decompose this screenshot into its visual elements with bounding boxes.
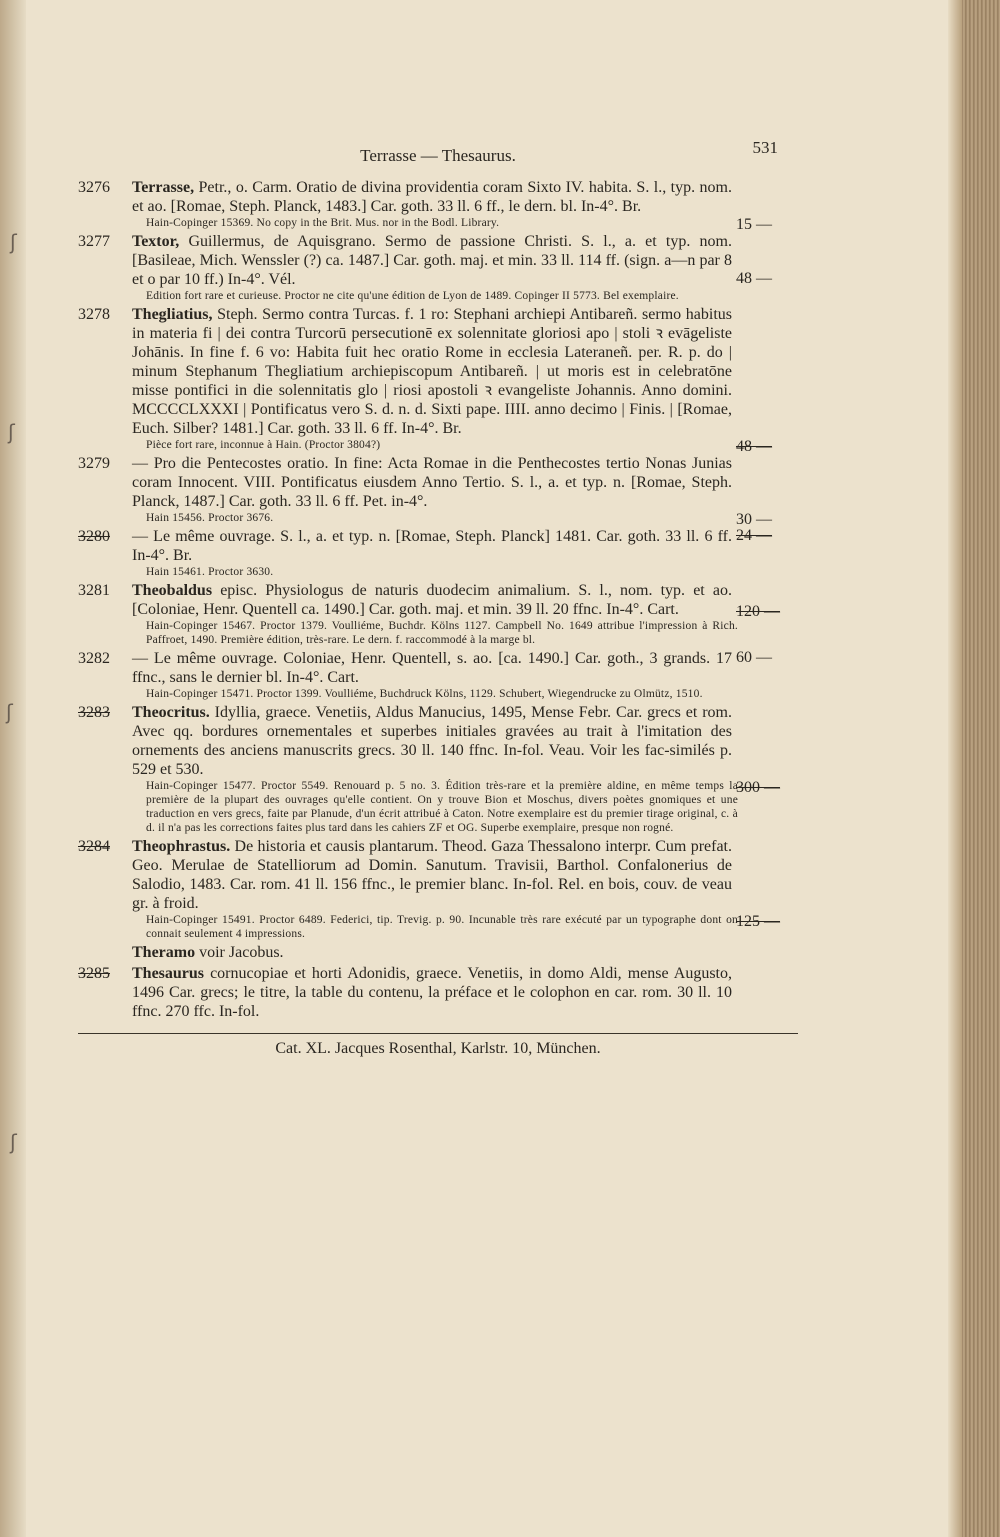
entry-price: 24 — [736, 527, 772, 544]
footer-rule [78, 1033, 798, 1034]
entry-price: 30 — [736, 511, 772, 528]
entry-body: — Le même ouvrage. S. l., a. et typ. n. [Romae, Steph. Planck] 1481. Car. goth. 33 ll. 6 ff. In-4°. Br. [132, 528, 732, 564]
pencil-mark: ʃ [6, 700, 13, 724]
entry-number: 3285 [78, 965, 110, 982]
catalog-entry [78, 178, 798, 233]
entry-number: 3284 [78, 838, 110, 855]
entry-number: 3279 [78, 455, 110, 472]
catalog-entry [78, 454, 798, 528]
entry-price: 48 — [736, 270, 772, 287]
entry-body: — Le même ouvrage. Coloniae, Henr. Quentell, s. ao. [ca. 1490.] Car. goth., 3 grands. 17 ffnc., sans le dernier bl. In-4°. Cart. [132, 650, 732, 686]
entry-note: Hain-Copinger 15491. Proctor 6489. Federici, tip. Trevig. p. 90. Incunable très rare exécuté par un typographe dont on connait seulement 4 impressions. [146, 914, 738, 940]
entry-body: episc. Physiologus de naturis duodecim animalium. S. l., nom. typ. et ao. [Coloniae, Henr. Quentell ca. 1490.] Car. goth. maj. et min. 39 ll. 20 ffnc. In-4°. Cart. [132, 582, 732, 618]
entry-text [132, 964, 732, 1021]
entry-heading: Thesaurus [132, 965, 205, 982]
entry-heading: Theobaldus [132, 582, 213, 599]
entry-text [132, 232, 732, 289]
entry-note: Edition fort rare et curieuse. Proctor ne cite qu'une édition de Lyon de 1489. Copinger II 5773. Bel exemplaire. [146, 290, 679, 302]
pencil-mark: ʃ [10, 230, 17, 254]
entry-number: 3278 [78, 306, 110, 323]
entry-text [132, 454, 732, 511]
entry-note: Hain-Copinger 15477. Proctor 5549. Renouard p. 5 no. 3. Édition très-rare et la première aldine, en même temps la première de la plupart des ouvrages qu'elle contient. On y trouve Bion et Moschus, divers poètes gnomiques et une traduction en vers grecs, faite par Planude, d'un écrit attribué à Caton. Notre exemplaire est du premier tirage original, c. à d. il n'a pas les corrections faites plus tard dans les cahiers ZF et OG. Superbe exemplaire, presque non rogné. [146, 780, 738, 834]
pencil-mark: ʃ [8, 420, 15, 444]
catalog-footer: Cat. XL. Jacques Rosenthal, Karlstr. 10, München. [275, 1040, 601, 1057]
entry-body: Idyllia, graece. Venetiis, Aldus Manucius, 1495, Mense Febr. Car. grecs et rom. Avec qq. bordures ornementales et superbes initiales gravées au trait à l'imitation des ornements des anciens manuscrits grecs. 30 ll. 140 ffnc. In-fol. Veau. Voir les fac-similés p. 529 et 530. [132, 704, 732, 778]
entry-heading: Textor, [132, 233, 180, 250]
entry-note: Pièce fort rare, inconnue à Hain. (Proctor 3804?) [146, 439, 381, 451]
entry-text [132, 527, 732, 565]
entry-text [132, 581, 732, 619]
catalog-entry [78, 527, 798, 579]
entry-note: Hain 15456. Proctor 3676. [146, 512, 274, 524]
entry-body: voir Jacobus. [195, 944, 284, 961]
catalog-entry [78, 649, 798, 701]
entry-price: 125 — [736, 913, 780, 930]
entry-body: Petr., o. Carm. Oratio de divina providentia coram Sixto IV. habita. S. l., typ. nom. et ao. [Romae, Steph. Planck, 1483.] Car. goth. 33 ll. 6 ff., le dern. bl. In-4°. Br. [132, 179, 732, 215]
entry-note: Hain-Copinger 15467. Proctor 1379. Voulliéme, Buchdr. Kölns 1127. Campbell No. 1649 attribue l'impression à Rich. Paffroet, 1490. Première édition, très-rare. Le dern. f. raccommodé à la marge bl. [146, 620, 738, 646]
entry-body: — Pro die Pentecostes oratio. In fine: Acta Romae in die Penthecostes tertio Nonas Junias coram Innocent. VIII. Pontificatus eiusdem Anno Tertio. S. l., a. et typ. n. [Romae, Steph. Planck, 1487.] Car. goth. 33 ll. 6 ff. Pet. in-4°. [132, 455, 732, 510]
entry-note: Hain 15461. Proctor 3630. [146, 566, 274, 578]
entry-text [132, 649, 732, 687]
catalog-entry [78, 232, 798, 303]
entry-body: De historia et causis plantarum. Theod. Gaza Thessalono interpr. Cum prefat. Geo. Merulae de Statelliorum ad Domin. Sanutum. Travisii, Barthol. Confalonerius de Salodio, 1483. Car. rom. 41 ll. 156 ffnc., le premier blanc. In-fol. Rel. en bois, couv. de veau gr. à froid. [132, 838, 732, 912]
entry-number: 3283 [78, 704, 110, 721]
entry-number: 3277 [78, 233, 110, 250]
page-edge-shadow [948, 0, 962, 1537]
entry-number: 3281 [78, 582, 110, 599]
entry-price: 15 — [736, 216, 772, 233]
running-header [78, 138, 798, 178]
entry-body: Steph. Sermo contra Turcas. f. 1 ro: Stephani archiepi Antibareñ. sermo habitus in materia fi | dei contra Turcorū persecutionē ex solennitate gloriosi apo | stoli ꝛ evāgeliste Johānis. In fine f. 6 vo: Habita fuit hec oratio Rome in ecclesia Lateraneñ. per. R. p. do | minum Stephanum Thegliatium archiepiscopum Antibareñ. | ut moris est in celebratōne misse pontifici in die solennitatis glo | riosi apostoli ꝛ evangeliste Johannis. Anno domini. MCCCCLXXXI | Pontificatus vero S. d. n. d. Sixti pape. IIII. anno decimo | Finis. | [Romae, Euch. Silber? 1481.] Car. goth. 33 ll. 6 ff. In-4°. Br. [132, 306, 732, 437]
catalog-entry [78, 305, 798, 455]
catalog-entry [78, 703, 798, 835]
entry-heading: Theocritus. [132, 704, 210, 721]
page-number: 531 [752, 138, 778, 157]
entry-body: Guillermus, de Aquisgrano. Sermo de passione Christi. S. l., a. et typ. nom. [Basileae, Mich. Wenssler (?) ca. 1487.] Car. goth. maj. et min. 33 ll. 114 ff. (sign. a—n par 8 et o par 10 ff.) In-4°. Vél. [132, 233, 732, 288]
entry-price: 120 — [736, 603, 780, 620]
catalog-entry [78, 837, 798, 941]
entry-body: cornucopiae et horti Adonidis, graece. Venetiis, in domo Aldi, mense Augusto, 1496 Car. grecs; le titre, la table du contenu, la préface et le colophon en car. rom. 30 ll. 10 ffnc. 270 ffc. In-fol. [132, 965, 732, 1020]
entry-text [132, 703, 732, 779]
catalog-content [78, 138, 798, 1058]
entry-text [132, 178, 732, 216]
entry-heading: Terrasse, [132, 179, 195, 196]
entry-heading: Theramo [132, 944, 196, 961]
running-title: Terrasse — Thesaurus. [360, 146, 516, 165]
entry-price: 300 — [736, 779, 780, 796]
entry-price: 60 — [736, 649, 772, 666]
entry-number: 3282 [78, 650, 110, 667]
entry-number: 3276 [78, 179, 110, 196]
catalog-entry [78, 943, 798, 962]
entry-heading: Thegliatius, [132, 306, 213, 323]
catalog-entry [78, 581, 798, 647]
entry-text [132, 943, 732, 962]
entry-price: 48 — [736, 438, 772, 455]
entry-note: Hain-Copinger 15471. Proctor 1399. Voulliéme, Buchdruck Kölns, 1129. Schubert, Wiegendrucke zu Olmütz, 1510. [146, 688, 703, 700]
entry-note: Hain-Copinger 15369. No copy in the Brit. Mus. nor in the Bodl. Library. [146, 217, 500, 229]
entry-text [132, 305, 732, 438]
catalog-entry [78, 964, 798, 1021]
pencil-mark: ʃ [10, 1130, 17, 1154]
book-page-edges [962, 0, 1000, 1537]
entry-number: 3280 [78, 528, 110, 545]
entry-text [132, 837, 732, 913]
entry-heading: Theophrastus. [132, 838, 231, 855]
